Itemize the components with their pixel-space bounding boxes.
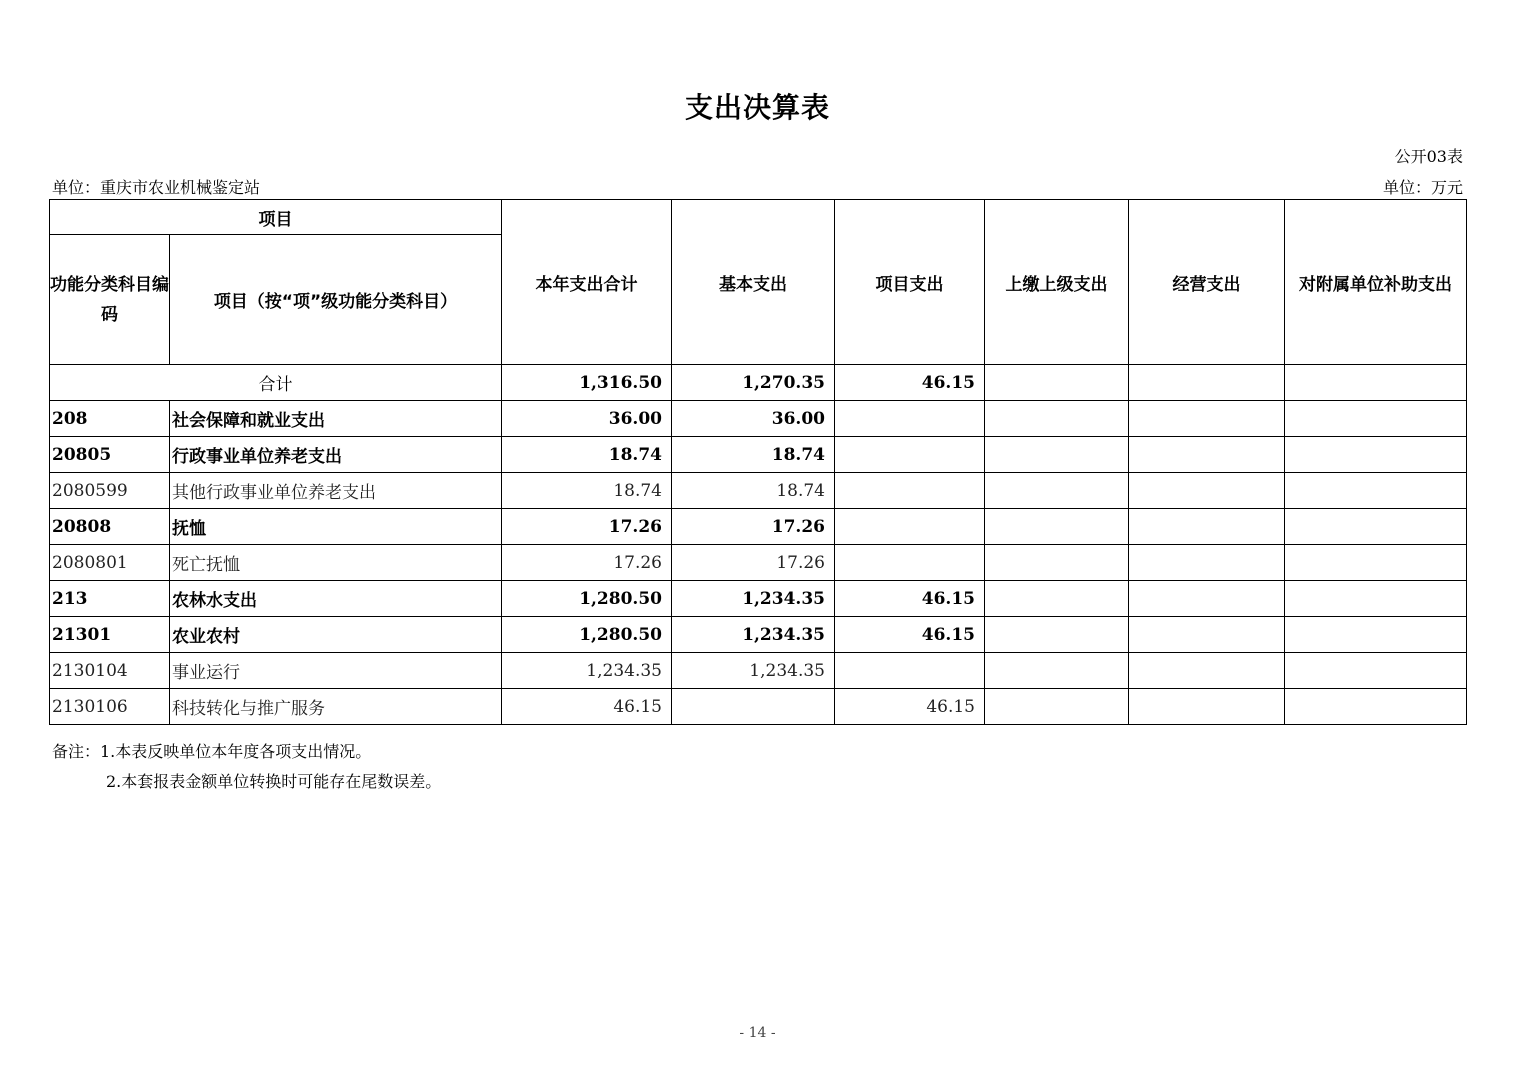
header-project: 项目 [50, 200, 502, 235]
row-total: 1,280.50 [502, 581, 672, 617]
total-subsidy [1285, 365, 1467, 401]
row-project [835, 509, 985, 545]
row-subsidy [1285, 509, 1467, 545]
row-project: 46.15 [835, 617, 985, 653]
row-name: 科技转化与推广服务 [170, 689, 502, 725]
row-total: 1,234.35 [502, 653, 672, 689]
organization-unit: 单位：重庆市农业机械鉴定站 [52, 178, 261, 197]
row-code: 2080801 [50, 545, 170, 581]
row-total: 1,280.50 [502, 617, 672, 653]
header-upper-remit: 上缴上级支出 [985, 200, 1129, 365]
page-title: 支出决算表 [684, 91, 830, 124]
row-name: 死亡抚恤 [170, 545, 502, 581]
currency-unit: 单位：万元 [1382, 178, 1463, 197]
row-basic [672, 689, 835, 725]
header-name: 项目（按“项”级功能分类科目） [170, 235, 502, 365]
row-subsidy [1285, 617, 1467, 653]
row-name: 农业农村 [170, 617, 502, 653]
row-subsidy [1285, 545, 1467, 581]
row-code: 208 [50, 401, 170, 437]
row-business [1129, 689, 1285, 725]
row-upper [985, 653, 1129, 689]
row-basic: 1,234.35 [672, 653, 835, 689]
header-code: 功能分类科目编码 [50, 235, 170, 365]
row-business [1129, 581, 1285, 617]
total-business [1129, 365, 1285, 401]
total-project: 46.15 [835, 365, 985, 401]
total-sum: 1,316.50 [502, 365, 672, 401]
row-upper [985, 509, 1129, 545]
row-upper [985, 437, 1129, 473]
row-business [1129, 437, 1285, 473]
row-code: 2080599 [50, 473, 170, 509]
row-basic: 17.26 [672, 509, 835, 545]
row-code: 2130106 [50, 689, 170, 725]
row-basic: 36.00 [672, 401, 835, 437]
row-total: 17.26 [502, 545, 672, 581]
row-business [1129, 401, 1285, 437]
row-total: 17.26 [502, 509, 672, 545]
row-subsidy [1285, 689, 1467, 725]
row-business [1129, 473, 1285, 509]
row-total: 46.15 [502, 689, 672, 725]
note-line-1: 备注：1.本表反映单位本年度各项支出情况。 [52, 742, 372, 761]
total-label: 合计 [50, 365, 502, 401]
total-upper [985, 365, 1129, 401]
row-name: 其他行政事业单位养老支出 [170, 473, 502, 509]
row-business [1129, 509, 1285, 545]
table-row [50, 401, 1467, 437]
row-code: 213 [50, 581, 170, 617]
notes [52, 737, 441, 797]
row-basic: 18.74 [672, 473, 835, 509]
table-row [50, 473, 1467, 509]
header-project-expenditure: 项目支出 [835, 200, 985, 365]
row-project [835, 473, 985, 509]
row-business [1129, 653, 1285, 689]
table-number: 公开03表 [1394, 147, 1463, 166]
row-total: 18.74 [502, 473, 672, 509]
total-row [50, 365, 1467, 401]
page-number: - 14 - [739, 1025, 776, 1041]
row-project [835, 401, 985, 437]
table-row [50, 581, 1467, 617]
total-basic: 1,270.35 [672, 365, 835, 401]
table-row [50, 545, 1467, 581]
header-total: 本年支出合计 [502, 200, 672, 365]
row-project [835, 545, 985, 581]
row-business [1129, 545, 1285, 581]
header-basic: 基本支出 [672, 200, 835, 365]
row-upper [985, 581, 1129, 617]
row-code: 20808 [50, 509, 170, 545]
row-basic: 1,234.35 [672, 581, 835, 617]
table-row [50, 509, 1467, 545]
row-project [835, 653, 985, 689]
row-subsidy [1285, 401, 1467, 437]
row-subsidy [1285, 653, 1467, 689]
row-upper [985, 401, 1129, 437]
row-subsidy [1285, 581, 1467, 617]
row-upper [985, 473, 1129, 509]
row-name: 社会保障和就业支出 [170, 401, 502, 437]
row-subsidy [1285, 437, 1467, 473]
row-basic: 1,234.35 [672, 617, 835, 653]
row-business [1129, 617, 1285, 653]
expenditure-table [49, 199, 1467, 725]
row-total: 36.00 [502, 401, 672, 437]
row-code: 20805 [50, 437, 170, 473]
header-subsidy: 对附属单位补助支出 [1285, 200, 1467, 365]
table-row [50, 437, 1467, 473]
row-code: 2130104 [50, 653, 170, 689]
row-basic: 17.26 [672, 545, 835, 581]
row-name: 事业运行 [170, 653, 502, 689]
header-business: 经营支出 [1129, 200, 1285, 365]
row-name: 抚恤 [170, 509, 502, 545]
row-name: 农林水支出 [170, 581, 502, 617]
row-upper [985, 617, 1129, 653]
row-upper [985, 545, 1129, 581]
table-row [50, 617, 1467, 653]
row-project [835, 437, 985, 473]
row-subsidy [1285, 473, 1467, 509]
row-total: 18.74 [502, 437, 672, 473]
row-name: 行政事业单位养老支出 [170, 437, 502, 473]
table-row [50, 653, 1467, 689]
row-basic: 18.74 [672, 437, 835, 473]
row-project: 46.15 [835, 689, 985, 725]
note-line-2: 2.本套报表金额单位转换时可能存在尾数误差。 [106, 772, 442, 791]
table-row [50, 689, 1467, 725]
row-code: 21301 [50, 617, 170, 653]
row-project: 46.15 [835, 581, 985, 617]
row-upper [985, 689, 1129, 725]
